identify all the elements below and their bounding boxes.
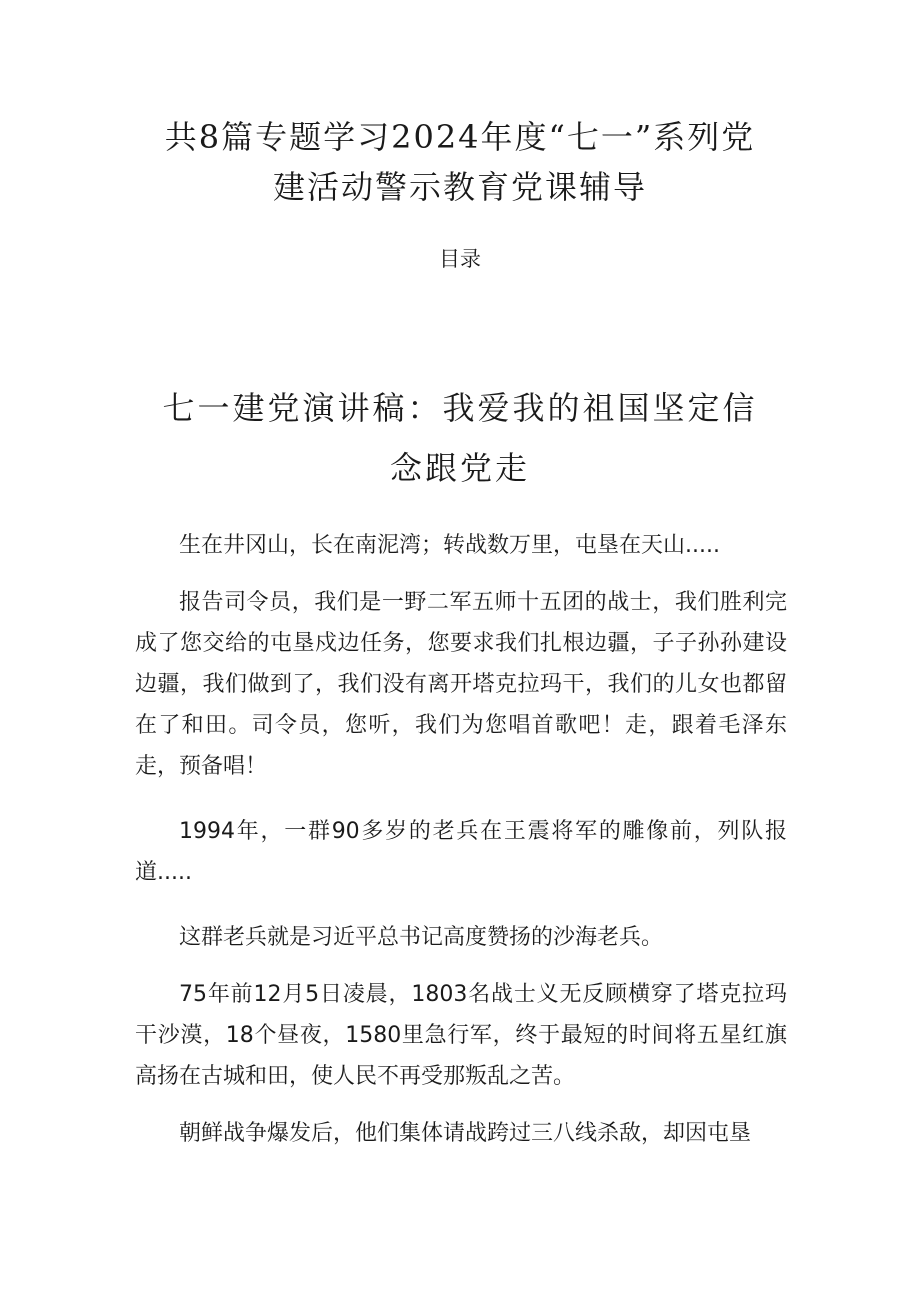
- document-title: 共8篇专题学习2024年度“七一”系列党建活动警示教育党课辅导: [164, 118, 756, 206]
- paragraph: 75年前12月5日凌晨，1803名战士义无反顾横穿了塔克拉玛干沙漠，18个昼夜，1580里急行军，终于最短的时间将五星红旗高扬在古城和田，使人民不再受那叛乱之苦。: [135, 982, 787, 1089]
- table-of-contents-label: 目录: [439, 247, 481, 271]
- paragraph: 生在井冈山，长在南泥湾；转战数万里，屯垦在天山.....: [179, 533, 720, 558]
- document-body: [135, 525, 787, 1170]
- paragraph: 报告司令员，我们是一野二军五师十五团的战士，我们胜利完成了您交给的屯垦戍边任务，您要求我们扎根边疆，子子孙孙建设边疆，我们做到了，我们没有离开塔克拉玛干，我们的儿女也都留在了和田。司令员，您听，我们为您唱首歌吧！走，跟着毛泽东走，预备唱！: [135, 590, 787, 779]
- paragraph: 1994年，一群90多岁的老兵在王震将军的雕像前，列队报道.....: [135, 819, 787, 885]
- section-title: 七一建党演讲稿：我爱我的祖国坚定信念跟党走: [162, 389, 758, 487]
- paragraph: 这群老兵就是习近平总书记高度赞扬的沙海老兵。: [179, 925, 664, 950]
- paragraph: 朝鲜战争爆发后，他们集体请战跨过三八线杀敌，却因屯垦: [179, 1121, 752, 1146]
